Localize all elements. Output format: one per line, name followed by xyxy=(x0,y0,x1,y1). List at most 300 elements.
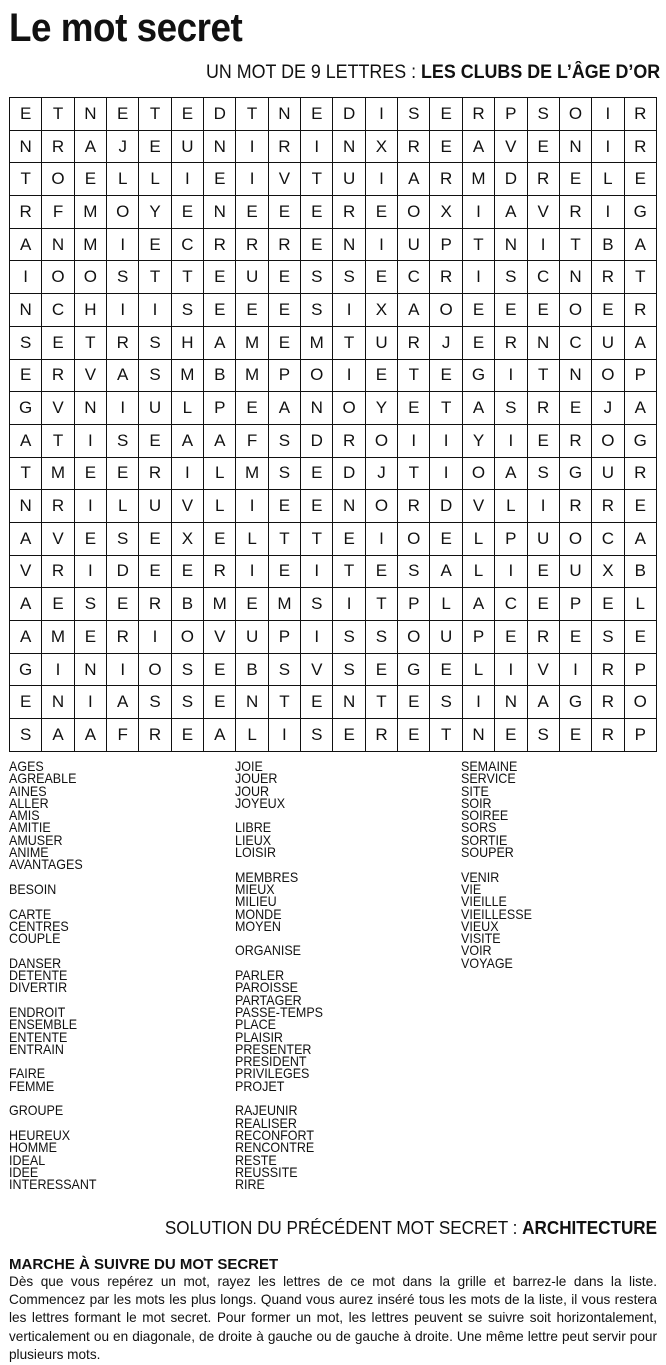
grid-cell[interactable]: H xyxy=(74,294,106,327)
grid-cell[interactable]: E xyxy=(527,424,559,457)
grid-cell[interactable]: L xyxy=(236,719,268,752)
grid-cell[interactable]: E xyxy=(204,294,236,327)
grid-cell[interactable]: M xyxy=(42,457,74,490)
grid-cell[interactable]: C xyxy=(42,294,74,327)
grid-cell[interactable]: G xyxy=(10,392,42,425)
grid-cell[interactable]: T xyxy=(268,686,300,719)
grid-cell[interactable]: T xyxy=(333,326,365,359)
grid-cell[interactable]: I xyxy=(236,163,268,196)
grid-cell[interactable]: A xyxy=(10,588,42,621)
grid-cell[interactable]: A xyxy=(204,424,236,457)
grid-cell[interactable]: L xyxy=(495,490,527,523)
grid-cell[interactable]: D xyxy=(107,555,139,588)
grid-cell[interactable]: R xyxy=(333,196,365,229)
grid-cell[interactable]: A xyxy=(74,719,106,752)
grid-cell[interactable]: X xyxy=(365,294,397,327)
grid-cell[interactable]: U xyxy=(398,228,430,261)
grid-cell[interactable]: I xyxy=(236,490,268,523)
grid-cell[interactable]: X xyxy=(171,522,203,555)
grid-cell[interactable]: T xyxy=(74,326,106,359)
grid-cell[interactable]: R xyxy=(624,457,656,490)
grid-cell[interactable]: B xyxy=(624,555,656,588)
grid-cell[interactable]: T xyxy=(42,98,74,131)
grid-cell[interactable]: E xyxy=(398,686,430,719)
grid-cell[interactable]: J xyxy=(107,130,139,163)
grid-cell[interactable]: L xyxy=(430,588,462,621)
grid-cell[interactable]: I xyxy=(495,555,527,588)
grid-cell[interactable]: L xyxy=(107,163,139,196)
grid-cell[interactable]: E xyxy=(301,98,333,131)
grid-cell[interactable]: M xyxy=(74,228,106,261)
grid-cell[interactable]: S xyxy=(10,719,42,752)
grid-cell[interactable]: E xyxy=(74,457,106,490)
grid-cell[interactable]: N xyxy=(333,686,365,719)
grid-cell[interactable]: A xyxy=(495,457,527,490)
grid-cell[interactable]: I xyxy=(430,424,462,457)
grid-cell[interactable]: M xyxy=(74,196,106,229)
grid-cell[interactable]: U xyxy=(365,326,397,359)
grid-cell[interactable]: N xyxy=(559,130,591,163)
grid-cell[interactable]: L xyxy=(462,555,494,588)
grid-cell[interactable]: E xyxy=(333,719,365,752)
grid-cell[interactable]: R xyxy=(42,359,74,392)
grid-cell[interactable]: S xyxy=(365,621,397,654)
grid-cell[interactable]: L xyxy=(624,588,656,621)
grid-cell[interactable]: P xyxy=(624,719,656,752)
grid-cell[interactable]: A xyxy=(107,686,139,719)
grid-cell[interactable]: E xyxy=(365,359,397,392)
grid-cell[interactable]: U xyxy=(171,130,203,163)
grid-cell[interactable]: V xyxy=(527,196,559,229)
grid-cell[interactable]: E xyxy=(171,555,203,588)
grid-cell[interactable]: A xyxy=(204,719,236,752)
grid-cell[interactable]: E xyxy=(430,522,462,555)
grid-cell[interactable]: T xyxy=(268,522,300,555)
grid-cell[interactable]: R xyxy=(527,163,559,196)
grid-cell[interactable]: R xyxy=(139,588,171,621)
grid-cell[interactable]: N xyxy=(301,392,333,425)
grid-cell[interactable]: E xyxy=(236,294,268,327)
grid-cell[interactable]: T xyxy=(527,359,559,392)
grid-cell[interactable]: I xyxy=(333,294,365,327)
grid-cell[interactable]: C xyxy=(495,588,527,621)
grid-cell[interactable]: A xyxy=(527,686,559,719)
grid-cell[interactable]: E xyxy=(430,130,462,163)
grid-cell[interactable]: U xyxy=(139,392,171,425)
grid-cell[interactable]: S xyxy=(139,326,171,359)
grid-cell[interactable]: A xyxy=(74,130,106,163)
grid-cell[interactable]: N xyxy=(42,686,74,719)
grid-cell[interactable]: O xyxy=(365,424,397,457)
grid-cell[interactable]: E xyxy=(42,326,74,359)
grid-cell[interactable]: S xyxy=(527,457,559,490)
grid-cell[interactable]: J xyxy=(365,457,397,490)
grid-cell[interactable]: S xyxy=(527,98,559,131)
grid-cell[interactable]: I xyxy=(365,98,397,131)
grid-cell[interactable]: E xyxy=(301,228,333,261)
grid-cell[interactable]: O xyxy=(42,261,74,294)
grid-cell[interactable]: R xyxy=(624,98,656,131)
grid-cell[interactable]: V xyxy=(495,130,527,163)
grid-cell[interactable]: T xyxy=(430,719,462,752)
grid-cell[interactable]: G xyxy=(10,653,42,686)
grid-cell[interactable]: E xyxy=(559,392,591,425)
grid-cell[interactable]: E xyxy=(462,326,494,359)
grid-cell[interactable]: A xyxy=(10,228,42,261)
grid-cell[interactable]: S xyxy=(527,719,559,752)
grid-cell[interactable]: I xyxy=(365,522,397,555)
grid-cell[interactable]: A xyxy=(268,392,300,425)
grid-cell[interactable]: A xyxy=(398,294,430,327)
grid-cell[interactable]: R xyxy=(559,196,591,229)
grid-cell[interactable]: T xyxy=(559,228,591,261)
grid-cell[interactable]: R xyxy=(236,228,268,261)
grid-cell[interactable]: P xyxy=(204,392,236,425)
grid-cell[interactable]: S xyxy=(139,686,171,719)
grid-cell[interactable]: I xyxy=(527,228,559,261)
grid-cell[interactable]: E xyxy=(301,457,333,490)
grid-cell[interactable]: U xyxy=(430,621,462,654)
grid-cell[interactable]: T xyxy=(139,98,171,131)
grid-cell[interactable]: E xyxy=(301,490,333,523)
grid-cell[interactable]: R xyxy=(139,457,171,490)
grid-cell[interactable]: R xyxy=(430,261,462,294)
grid-cell[interactable]: E xyxy=(495,621,527,654)
grid-cell[interactable]: S xyxy=(171,686,203,719)
grid-cell[interactable]: S xyxy=(107,522,139,555)
grid-cell[interactable]: I xyxy=(398,424,430,457)
grid-cell[interactable]: R xyxy=(333,424,365,457)
grid-cell[interactable]: X xyxy=(430,196,462,229)
grid-cell[interactable]: A xyxy=(430,555,462,588)
grid-cell[interactable]: E xyxy=(204,686,236,719)
grid-cell[interactable]: D xyxy=(333,457,365,490)
grid-cell[interactable]: I xyxy=(107,392,139,425)
grid-cell[interactable]: L xyxy=(107,490,139,523)
grid-cell[interactable]: V xyxy=(42,522,74,555)
grid-cell[interactable]: E xyxy=(592,588,624,621)
grid-cell[interactable]: R xyxy=(624,130,656,163)
grid-cell[interactable]: L xyxy=(171,392,203,425)
grid-cell[interactable]: R xyxy=(365,719,397,752)
grid-cell[interactable]: E xyxy=(236,392,268,425)
grid-cell[interactable]: E xyxy=(527,588,559,621)
grid-cell[interactable]: E xyxy=(139,130,171,163)
grid-cell[interactable]: T xyxy=(139,261,171,294)
grid-cell[interactable]: V xyxy=(268,163,300,196)
grid-cell[interactable]: I xyxy=(107,228,139,261)
grid-cell[interactable]: E xyxy=(171,196,203,229)
grid-cell[interactable]: R xyxy=(10,196,42,229)
grid-cell[interactable]: O xyxy=(365,490,397,523)
grid-cell[interactable]: E xyxy=(624,621,656,654)
grid-cell[interactable]: O xyxy=(398,522,430,555)
grid-cell[interactable]: O xyxy=(139,653,171,686)
grid-cell[interactable]: N xyxy=(236,686,268,719)
grid-cell[interactable]: E xyxy=(171,719,203,752)
grid-cell[interactable]: E xyxy=(462,294,494,327)
grid-cell[interactable]: M xyxy=(42,621,74,654)
grid-cell[interactable]: V xyxy=(204,621,236,654)
grid-cell[interactable]: E xyxy=(74,163,106,196)
grid-cell[interactable]: N xyxy=(333,228,365,261)
grid-cell[interactable]: E xyxy=(74,522,106,555)
grid-cell[interactable]: I xyxy=(462,261,494,294)
grid-cell[interactable]: A xyxy=(624,522,656,555)
grid-cell[interactable]: B xyxy=(236,653,268,686)
grid-cell[interactable]: E xyxy=(107,588,139,621)
grid-cell[interactable]: P xyxy=(398,588,430,621)
grid-cell[interactable]: L xyxy=(592,163,624,196)
grid-cell[interactable]: O xyxy=(42,163,74,196)
grid-cell[interactable]: I xyxy=(107,294,139,327)
grid-cell[interactable]: I xyxy=(495,424,527,457)
grid-cell[interactable]: R xyxy=(527,621,559,654)
grid-cell[interactable]: M xyxy=(204,588,236,621)
grid-cell[interactable]: V xyxy=(42,392,74,425)
grid-cell[interactable]: T xyxy=(398,457,430,490)
grid-cell[interactable]: T xyxy=(333,555,365,588)
grid-cell[interactable]: E xyxy=(495,719,527,752)
grid-cell[interactable]: V xyxy=(74,359,106,392)
grid-cell[interactable]: E xyxy=(559,621,591,654)
grid-cell[interactable]: I xyxy=(495,653,527,686)
grid-cell[interactable]: T xyxy=(398,359,430,392)
grid-cell[interactable]: E xyxy=(204,653,236,686)
grid-cell[interactable]: S xyxy=(398,98,430,131)
grid-cell[interactable]: I xyxy=(268,719,300,752)
grid-cell[interactable]: S xyxy=(10,326,42,359)
grid-cell[interactable]: N xyxy=(495,228,527,261)
grid-cell[interactable]: I xyxy=(592,98,624,131)
grid-cell[interactable]: N xyxy=(204,130,236,163)
grid-cell[interactable]: N xyxy=(74,392,106,425)
grid-cell[interactable]: E xyxy=(139,228,171,261)
grid-cell[interactable]: H xyxy=(171,326,203,359)
grid-cell[interactable]: U xyxy=(559,555,591,588)
grid-cell[interactable]: A xyxy=(10,424,42,457)
grid-cell[interactable]: M xyxy=(236,326,268,359)
grid-cell[interactable]: E xyxy=(398,392,430,425)
grid-cell[interactable]: S xyxy=(171,653,203,686)
grid-cell[interactable]: O xyxy=(592,424,624,457)
grid-cell[interactable]: E xyxy=(624,163,656,196)
grid-cell[interactable]: N xyxy=(527,326,559,359)
grid-cell[interactable]: U xyxy=(592,457,624,490)
grid-cell[interactable]: E xyxy=(365,653,397,686)
grid-cell[interactable]: E xyxy=(268,490,300,523)
grid-cell[interactable]: S xyxy=(398,555,430,588)
grid-cell[interactable]: S xyxy=(592,621,624,654)
grid-cell[interactable]: R xyxy=(268,130,300,163)
grid-cell[interactable]: I xyxy=(74,686,106,719)
grid-cell[interactable]: R xyxy=(527,392,559,425)
grid-cell[interactable]: V xyxy=(171,490,203,523)
grid-cell[interactable]: E xyxy=(430,98,462,131)
grid-cell[interactable]: Y xyxy=(365,392,397,425)
grid-cell[interactable]: R xyxy=(592,653,624,686)
grid-cell[interactable]: L xyxy=(236,522,268,555)
grid-cell[interactable]: N xyxy=(74,653,106,686)
grid-cell[interactable]: I xyxy=(365,228,397,261)
grid-cell[interactable]: I xyxy=(171,457,203,490)
grid-cell[interactable]: A xyxy=(10,621,42,654)
grid-cell[interactable]: V xyxy=(301,653,333,686)
grid-cell[interactable]: E xyxy=(365,261,397,294)
grid-cell[interactable]: F xyxy=(42,196,74,229)
grid-cell[interactable]: E xyxy=(268,326,300,359)
grid-cell[interactable]: R xyxy=(268,228,300,261)
grid-cell[interactable]: E xyxy=(365,196,397,229)
grid-cell[interactable]: Y xyxy=(139,196,171,229)
grid-cell[interactable]: O xyxy=(624,686,656,719)
grid-cell[interactable]: I xyxy=(430,457,462,490)
grid-cell[interactable]: R xyxy=(398,326,430,359)
grid-cell[interactable]: T xyxy=(301,163,333,196)
grid-cell[interactable]: I xyxy=(301,130,333,163)
grid-cell[interactable]: A xyxy=(462,130,494,163)
grid-cell[interactable]: A xyxy=(42,719,74,752)
grid-cell[interactable]: O xyxy=(462,457,494,490)
grid-cell[interactable]: I xyxy=(139,621,171,654)
grid-cell[interactable]: N xyxy=(495,686,527,719)
grid-cell[interactable]: O xyxy=(333,392,365,425)
grid-cell[interactable]: T xyxy=(301,522,333,555)
grid-cell[interactable]: E xyxy=(74,621,106,654)
grid-cell[interactable]: M xyxy=(301,326,333,359)
grid-cell[interactable]: U xyxy=(592,326,624,359)
grid-cell[interactable]: E xyxy=(592,294,624,327)
grid-cell[interactable]: U xyxy=(527,522,559,555)
grid-cell[interactable]: A xyxy=(10,522,42,555)
grid-cell[interactable]: E xyxy=(107,457,139,490)
grid-cell[interactable]: A xyxy=(495,196,527,229)
grid-cell[interactable]: J xyxy=(592,392,624,425)
grid-cell[interactable]: S xyxy=(268,424,300,457)
grid-cell[interactable]: L xyxy=(462,653,494,686)
grid-cell[interactable]: B xyxy=(204,359,236,392)
grid-cell[interactable]: R xyxy=(42,490,74,523)
grid-cell[interactable]: S xyxy=(301,294,333,327)
grid-cell[interactable]: B xyxy=(171,588,203,621)
grid-cell[interactable]: P xyxy=(624,653,656,686)
grid-cell[interactable]: I xyxy=(236,130,268,163)
grid-cell[interactable]: A xyxy=(624,326,656,359)
grid-cell[interactable]: S xyxy=(333,621,365,654)
grid-cell[interactable]: R xyxy=(559,490,591,523)
grid-cell[interactable]: A xyxy=(107,359,139,392)
grid-cell[interactable]: R xyxy=(592,719,624,752)
grid-cell[interactable]: E xyxy=(139,424,171,457)
grid-cell[interactable]: I xyxy=(301,555,333,588)
grid-cell[interactable]: I xyxy=(333,359,365,392)
grid-cell[interactable]: T xyxy=(365,686,397,719)
grid-cell[interactable]: I xyxy=(462,196,494,229)
grid-cell[interactable]: R xyxy=(42,130,74,163)
grid-cell[interactable]: P xyxy=(268,359,300,392)
grid-cell[interactable]: S xyxy=(301,588,333,621)
grid-cell[interactable]: E xyxy=(204,261,236,294)
grid-cell[interactable]: M xyxy=(171,359,203,392)
grid-cell[interactable]: S xyxy=(268,457,300,490)
grid-cell[interactable]: I xyxy=(139,294,171,327)
grid-cell[interactable]: R xyxy=(592,686,624,719)
grid-cell[interactable]: I xyxy=(171,163,203,196)
grid-cell[interactable]: G xyxy=(624,424,656,457)
grid-cell[interactable]: S xyxy=(301,261,333,294)
grid-cell[interactable]: P xyxy=(495,98,527,131)
grid-cell[interactable]: I xyxy=(592,196,624,229)
grid-cell[interactable]: S xyxy=(107,424,139,457)
grid-cell[interactable]: G xyxy=(559,686,591,719)
grid-cell[interactable]: E xyxy=(139,555,171,588)
grid-cell[interactable]: I xyxy=(236,555,268,588)
grid-cell[interactable]: E xyxy=(236,588,268,621)
grid-cell[interactable]: N xyxy=(10,294,42,327)
grid-cell[interactable]: E xyxy=(398,719,430,752)
grid-cell[interactable]: E xyxy=(559,163,591,196)
grid-cell[interactable]: B xyxy=(592,228,624,261)
grid-cell[interactable]: E xyxy=(268,294,300,327)
grid-cell[interactable]: X xyxy=(592,555,624,588)
grid-cell[interactable]: R xyxy=(462,98,494,131)
grid-cell[interactable]: I xyxy=(74,555,106,588)
grid-cell[interactable]: I xyxy=(527,490,559,523)
grid-cell[interactable]: R xyxy=(592,261,624,294)
grid-cell[interactable]: P xyxy=(495,522,527,555)
grid-cell[interactable]: V xyxy=(10,555,42,588)
grid-cell[interactable]: N xyxy=(462,719,494,752)
grid-cell[interactable]: L xyxy=(204,490,236,523)
grid-cell[interactable]: O xyxy=(430,294,462,327)
grid-cell[interactable]: T xyxy=(462,228,494,261)
grid-cell[interactable]: E xyxy=(268,555,300,588)
grid-cell[interactable]: M xyxy=(236,359,268,392)
grid-cell[interactable]: S xyxy=(171,294,203,327)
grid-cell[interactable]: T xyxy=(171,261,203,294)
grid-cell[interactable]: L xyxy=(204,457,236,490)
grid-cell[interactable]: O xyxy=(398,621,430,654)
grid-cell[interactable]: E xyxy=(42,588,74,621)
grid-cell[interactable]: O xyxy=(74,261,106,294)
grid-cell[interactable]: S xyxy=(495,392,527,425)
grid-cell[interactable]: X xyxy=(365,130,397,163)
grid-cell[interactable]: I xyxy=(74,424,106,457)
grid-cell[interactable]: S xyxy=(301,719,333,752)
grid-cell[interactable]: U xyxy=(236,621,268,654)
grid-cell[interactable]: E xyxy=(10,98,42,131)
grid-cell[interactable]: I xyxy=(333,588,365,621)
grid-cell[interactable]: P xyxy=(430,228,462,261)
grid-cell[interactable]: M xyxy=(236,457,268,490)
grid-cell[interactable]: O xyxy=(592,359,624,392)
grid-cell[interactable]: G xyxy=(462,359,494,392)
grid-cell[interactable]: G xyxy=(398,653,430,686)
grid-cell[interactable]: L xyxy=(462,522,494,555)
grid-cell[interactable]: A xyxy=(462,392,494,425)
grid-cell[interactable]: R xyxy=(495,326,527,359)
grid-cell[interactable]: D xyxy=(301,424,333,457)
grid-cell[interactable]: G xyxy=(624,196,656,229)
grid-cell[interactable]: A xyxy=(398,163,430,196)
grid-cell[interactable]: S xyxy=(495,261,527,294)
grid-cell[interactable]: O xyxy=(398,196,430,229)
grid-cell[interactable]: N xyxy=(74,98,106,131)
grid-cell[interactable]: R xyxy=(398,490,430,523)
grid-cell[interactable]: M xyxy=(462,163,494,196)
grid-cell[interactable]: T xyxy=(236,98,268,131)
grid-cell[interactable]: N xyxy=(333,490,365,523)
